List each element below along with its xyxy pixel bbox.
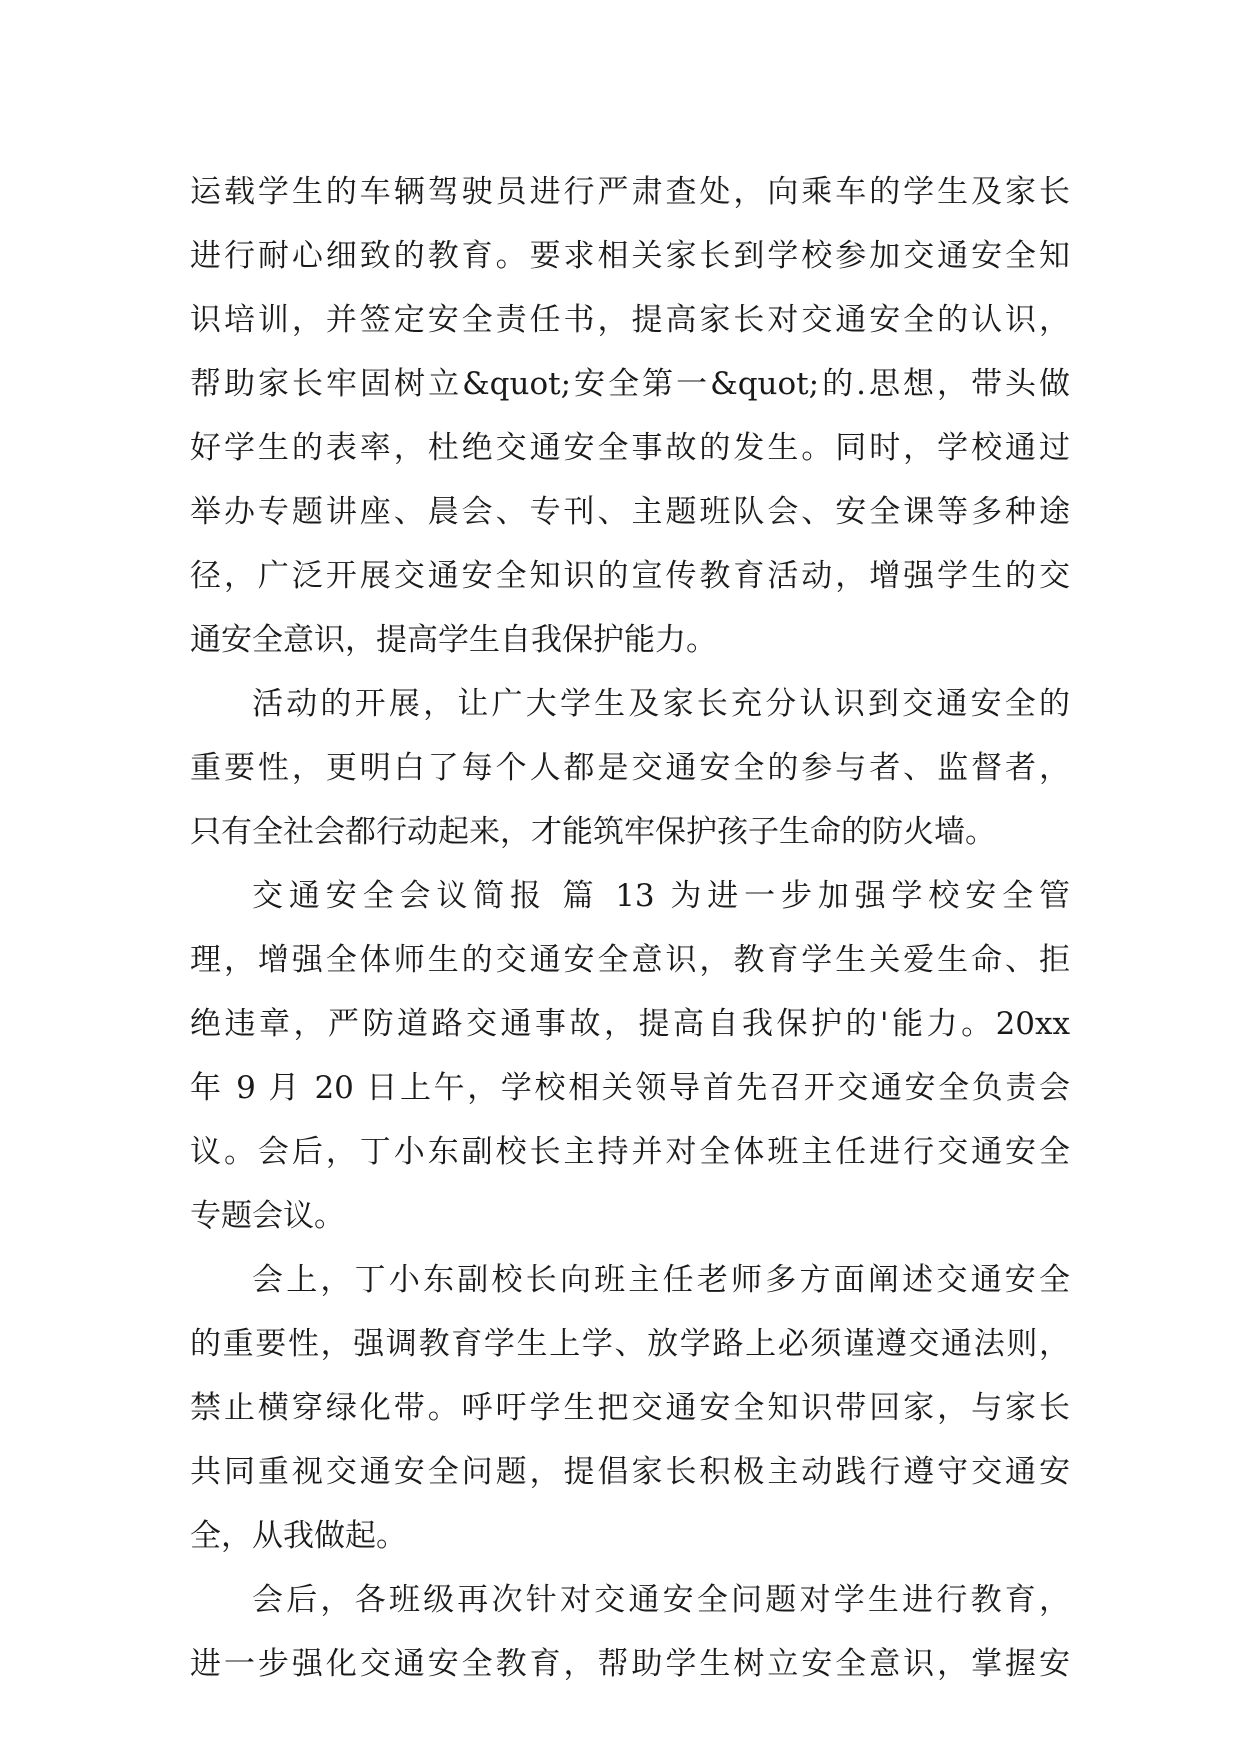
text-line: 绝违章，严防道路交通事故，提高自我保护的'能力。20xx (190, 1006, 1070, 1042)
text-line: 的重要性，强调教育学生上学、放学路上必须谨遵交通法则， (190, 1326, 1070, 1362)
text-line: 只有全社会都行动起来，才能筑牢保护孩子生命的防火墙。 (190, 814, 996, 850)
text-line: 全，从我做起。 (190, 1518, 407, 1554)
text-line: 共同重视交通安全问题，提倡家长积极主动践行遵守交通安 (190, 1454, 1070, 1490)
text-line: 识培训，并签定安全责任书，提高家长对交通安全的认识， (190, 302, 1070, 338)
text-line: 会上，丁小东副校长向班主任老师多方面阐述交通安全 (252, 1262, 1070, 1298)
text-line: 会后，各班级再次针对交通安全问题对学生进行教育， (252, 1582, 1070, 1618)
text-line: 年 9 月 20 日上午，学校相关领导首先召开交通安全负责会 (190, 1070, 1070, 1106)
text-line: 专题会议。 (190, 1198, 345, 1234)
text-line: 议。会后，丁小东副校长主持并对全体班主任进行交通安全 (190, 1134, 1070, 1170)
text-line: 理，增强全体师生的交通安全意识，教育学生关爱生命、拒 (190, 942, 1070, 978)
text-line: 禁止横穿绿化带。呼吁学生把交通安全知识带回家，与家长 (190, 1390, 1070, 1426)
text-line: 通安全意识，提高学生自我保护能力。 (190, 622, 717, 658)
text-line: 进行耐心细致的教育。要求相关家长到学校参加交通安全知 (190, 238, 1070, 274)
text-line: 径，广泛开展交通安全知识的宣传教育活动，增强学生的交 (190, 558, 1070, 594)
text-line: 重要性，更明白了每个人都是交通安全的参与者、监督者， (190, 750, 1070, 786)
text-line: 运载学生的车辆驾驶员进行严肃查处，向乘车的学生及家长 (190, 174, 1070, 210)
text-line: 好学生的表率，杜绝交通安全事故的发生。同时，学校通过 (190, 430, 1070, 466)
document-body (190, 160, 1070, 1696)
text-line: 活动的开展，让广大学生及家长充分认识到交通安全的 (252, 686, 1070, 722)
text-line: 举办专题讲座、晨会、专刊、主题班队会、安全课等多种途 (190, 494, 1070, 530)
text-line: 帮助家长牢固树立&quot;安全第一&quot;的.思想，带头做 (190, 366, 1070, 402)
section-heading-line: 交通安全会议简报 篇 13 为进一步加强学校安全管 (252, 878, 1070, 914)
text-line: 进一步强化交通安全教育，帮助学生树立安全意识，掌握安 (190, 1646, 1070, 1682)
